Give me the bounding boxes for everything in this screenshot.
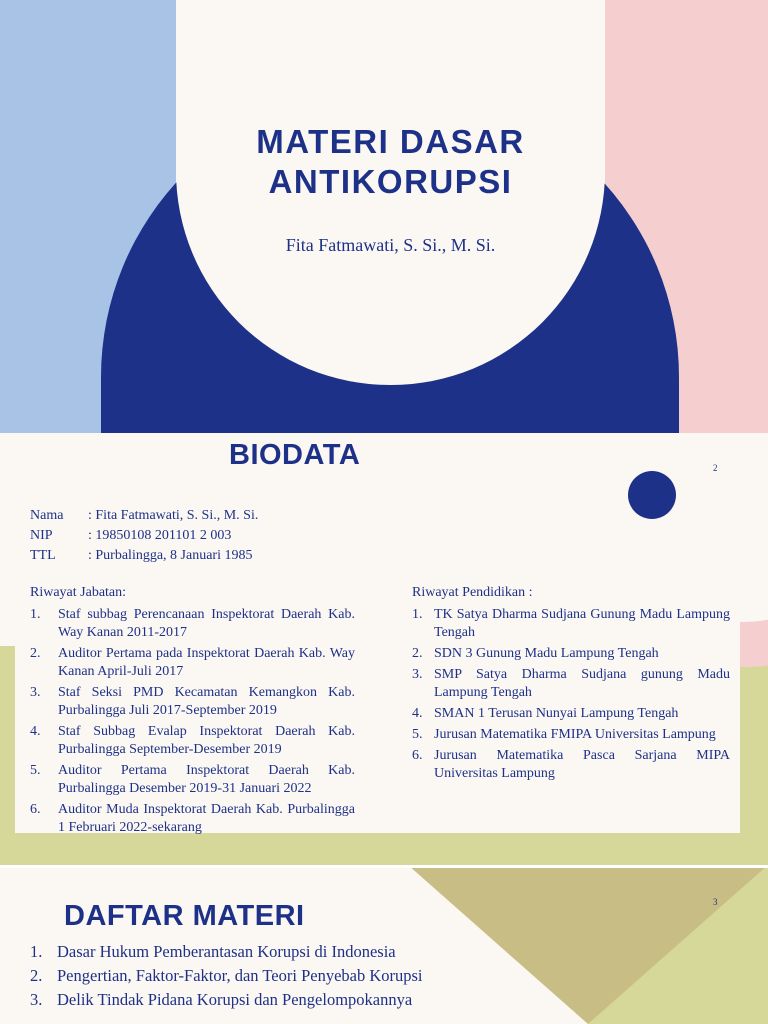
title-line-1: MATERI DASAR: [256, 123, 525, 160]
jabatan-heading: Riwayat Jabatan:: [30, 585, 127, 600]
pendidikan-list: [412, 606, 730, 783]
list-item: [30, 964, 432, 987]
bio-value: : 19850108 201101 2 003: [88, 528, 232, 543]
list-item: [30, 645, 355, 681]
slide-title-text: [176, 122, 605, 202]
slide-separator: [0, 865, 768, 868]
item-number: 2.: [412, 646, 423, 661]
item-text: SMAN 1 Terusan Nunyai Lampung Tengah: [434, 706, 679, 721]
item-text: Jurusan Matematika Pasca Sarjana MIPA Universitas Lampung: [434, 748, 730, 781]
item-number: 6.: [30, 802, 41, 817]
item-number: 4.: [30, 724, 41, 739]
item-text: Dasar Hukum Pemberantasan Korupsi di Indonesia: [57, 942, 396, 961]
list-item: [30, 684, 355, 720]
item-text: Auditor Muda Inspektorat Daerah Kab. Purbalingga 1 Februari 2022-sekarang: [58, 802, 355, 835]
item-text: Delik Tindak Pidana Korupsi dan Pengelompokannya: [57, 990, 413, 1009]
list-item: [30, 723, 355, 759]
bio-value: : Purbalingga, 8 Januari 1985: [88, 548, 253, 563]
item-number: 2.: [30, 646, 41, 661]
item-text: Pengertian, Faktor-Faktor, dan Teori Penyebab Korupsi: [57, 966, 423, 985]
item-number: 1.: [412, 607, 423, 622]
item-number: 2.: [30, 966, 43, 985]
materi-list: [30, 940, 432, 1012]
list-item: [412, 705, 730, 723]
decor-khaki-triangle: [408, 865, 768, 1024]
list-item: [412, 726, 730, 744]
author-name: Fita Fatmawati, S. Si., M. Si.: [285, 235, 496, 255]
item-number: 6.: [412, 748, 423, 763]
jabatan-column: [30, 584, 355, 840]
list-item: [30, 606, 355, 642]
list-item: [412, 747, 730, 783]
title-line-2: ANTIKORUPSI: [268, 163, 513, 200]
list-item: [30, 988, 432, 1011]
item-text: SDN 3 Gunung Madu Lampung Tengah: [434, 646, 659, 661]
item-number: 3.: [30, 685, 41, 700]
pendidikan-heading: Riwayat Pendidikan :: [412, 585, 533, 600]
item-number: 1.: [30, 942, 43, 961]
item-number: 5.: [412, 727, 423, 742]
list-item: [30, 762, 355, 798]
page-number: 2: [713, 463, 718, 473]
bio-value: : Fita Fatmawati, S. Si., M. Si.: [88, 508, 259, 523]
bio-row: [30, 526, 258, 546]
jabatan-list: [30, 606, 355, 837]
item-text: Staf Subbag Evalap Inspektorat Daerah Kab. Purbalingga September-Desember 2019: [58, 724, 355, 757]
item-text: Staf Seksi PMD Kecamatan Kemangkon Kab. Purbalingga Juli 2017-September 2019: [58, 685, 355, 718]
item-text: Jurusan Matematika FMIPA Universitas Lampung: [434, 727, 716, 742]
item-number: 4.: [412, 706, 423, 721]
page-number: 3: [713, 897, 718, 907]
item-number: 3.: [412, 667, 423, 682]
list-item: [412, 606, 730, 642]
list-item: [30, 801, 355, 837]
biodata-heading: BIODATA: [229, 439, 361, 471]
item-text: Auditor Pertama pada Inspektorat Daerah Kab. Way Kanan April-Juli 2017: [58, 646, 355, 679]
decor-navy-dot: [628, 471, 676, 519]
bio-label: Nama: [30, 508, 64, 523]
daftar-materi-heading: DAFTAR MATERI: [64, 900, 305, 932]
list-item: [30, 940, 432, 963]
item-number: 5.: [30, 763, 41, 778]
bio-label: NIP: [30, 528, 53, 543]
item-text: Auditor Pertama Inspektorat Daerah Kab. Purbalingga Desember 2019-31 Januari 2022: [58, 763, 355, 796]
item-text: SMP Satya Dharma Sudjana gunung Madu Lampung Tengah: [434, 667, 730, 700]
list-item: [412, 666, 730, 702]
item-text: Staf subbag Perencanaan Inspektorat Daerah Kab. Way Kanan 2011-2017: [58, 607, 355, 640]
bio-label: TTL: [30, 548, 56, 563]
list-item: [412, 645, 730, 663]
bio-row: [30, 506, 258, 526]
slide-biodata: [0, 433, 768, 865]
bio-row: [30, 546, 258, 566]
slide-title: [0, 0, 768, 433]
pendidikan-column: [412, 584, 730, 786]
bio-block: [30, 506, 258, 566]
slide-daftar-materi: [0, 865, 768, 1024]
item-number: 1.: [30, 607, 41, 622]
item-text: TK Satya Dharma Sudjana Gunung Madu Lampung Tengah: [434, 607, 730, 640]
item-number: 3.: [30, 990, 43, 1009]
